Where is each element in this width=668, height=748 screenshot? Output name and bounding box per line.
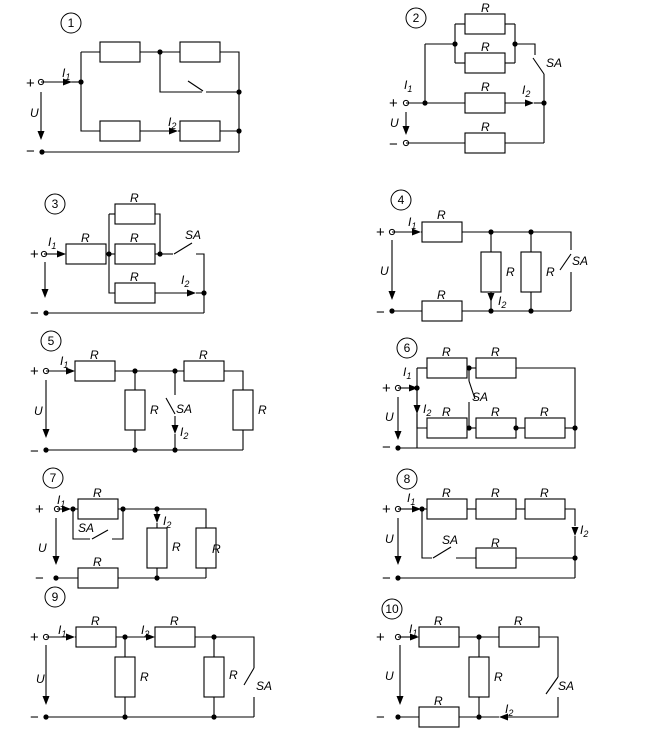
resistor <box>525 418 565 438</box>
circuit-number: 1 <box>67 16 75 30</box>
resistor-label: R <box>540 486 549 500</box>
resistor <box>78 499 118 519</box>
resistor <box>125 390 145 430</box>
current-label: $I_2$ <box>498 294 507 310</box>
arrow-head <box>66 634 75 641</box>
voltage-label: U <box>385 532 394 546</box>
resistor <box>184 361 224 381</box>
current-label: $I_2$ <box>580 523 589 539</box>
current-label: $I_1$ <box>407 491 416 507</box>
arrow-head <box>395 556 402 565</box>
resistor-label: R <box>172 540 181 554</box>
resistor <box>476 499 516 519</box>
switch-label: SA <box>472 390 489 404</box>
arrow-head <box>187 290 196 297</box>
switch-label: SA <box>176 402 193 416</box>
junction-dot <box>476 714 481 719</box>
circuit-number: 7 <box>49 471 57 485</box>
arrow-head <box>42 289 49 298</box>
resistor-label: R <box>212 542 221 556</box>
wire <box>507 697 558 717</box>
minus-sign: − <box>389 136 398 153</box>
current-label: $I_2$ <box>168 115 177 131</box>
circuit-4 <box>376 190 588 321</box>
resistor <box>419 707 459 727</box>
resistor <box>180 42 220 62</box>
junction-dot <box>132 447 137 452</box>
junction-dot <box>154 575 159 580</box>
minus-sign: − <box>26 143 35 160</box>
current-label: $I_1$ <box>62 66 71 82</box>
voltage-label: U <box>380 264 389 278</box>
current-label: $I_1$ <box>48 235 57 251</box>
current-label: $I_2$ <box>505 702 514 718</box>
resistor <box>476 418 516 438</box>
resistor <box>233 390 253 430</box>
resistor-label: R <box>93 555 102 569</box>
wire <box>539 637 558 677</box>
circuit-8 <box>382 469 588 587</box>
wire <box>462 232 571 250</box>
minus-sign: − <box>35 570 44 587</box>
resistor <box>499 627 539 647</box>
resistor <box>481 252 501 292</box>
arrow-head <box>488 293 495 302</box>
resistor-label: R <box>514 614 523 628</box>
voltage-label: U <box>390 116 399 130</box>
arrow-head <box>395 431 402 440</box>
circuit-number: 4 <box>397 193 405 207</box>
circuit-6 <box>382 338 578 456</box>
plus-sign: + <box>30 363 39 380</box>
resistor <box>66 244 106 264</box>
resistor-label: R <box>437 288 446 302</box>
current-label: $I_1$ <box>58 623 67 639</box>
circuit-2 <box>389 1 562 153</box>
junction-dot <box>466 425 471 430</box>
circuit-number: 2 <box>412 11 420 25</box>
resistor <box>476 358 516 378</box>
resistor-label: R <box>434 614 443 628</box>
resistor-label: R <box>140 670 149 684</box>
resistor-label: R <box>506 265 515 279</box>
resistor <box>469 657 489 697</box>
resistor-label: R <box>481 40 490 54</box>
resistor-label: R <box>437 208 446 222</box>
junction-dot <box>236 128 241 133</box>
resistor <box>422 222 462 242</box>
wire <box>188 81 203 91</box>
circuit-number: 6 <box>403 341 411 355</box>
resistor <box>78 568 118 588</box>
junction-dot <box>122 714 127 719</box>
current-label: $I_2$ <box>180 425 189 441</box>
resistor <box>465 53 505 73</box>
resistor <box>419 627 459 647</box>
circuit-9 <box>30 587 272 726</box>
junction-dot <box>201 290 206 295</box>
resistor <box>100 121 140 141</box>
plus-sign: + <box>30 246 39 263</box>
circuit-number: 8 <box>403 472 411 486</box>
resistor-label: R <box>91 614 100 628</box>
junction-dot <box>211 714 216 719</box>
minus-sign: − <box>382 439 391 456</box>
minus-sign: − <box>382 570 391 587</box>
current-label: $I_2$ <box>163 514 172 530</box>
resistor-label: R <box>491 486 500 500</box>
resistor <box>115 244 155 264</box>
wire <box>174 243 192 254</box>
circuit-number: 5 <box>47 334 55 348</box>
wire <box>196 254 204 313</box>
voltage-label: U <box>30 106 39 120</box>
resistor-label: R <box>150 403 159 417</box>
current-label: $I_1$ <box>403 365 412 381</box>
circuit-10 <box>376 599 574 727</box>
plus-sign: + <box>389 95 398 112</box>
voltage-label: U <box>385 669 394 683</box>
arrow-head <box>38 131 45 140</box>
plus-sign: + <box>30 629 39 646</box>
resistor-label: R <box>481 120 490 134</box>
wire <box>220 52 239 152</box>
wire <box>166 398 175 414</box>
resistor <box>147 528 167 568</box>
resistor-label: R <box>199 348 208 362</box>
circuit-number: 10 <box>385 602 399 616</box>
voltage-label: U <box>38 541 47 555</box>
resistor-label: R <box>434 694 443 708</box>
current-label: $I_1$ <box>408 215 417 231</box>
switch-label: SA <box>558 679 575 693</box>
switch-label: SA <box>78 521 95 535</box>
wire <box>433 547 451 558</box>
voltage-label: U <box>385 410 394 424</box>
resistor-label: R <box>130 270 139 284</box>
wire <box>533 58 544 74</box>
resistor-label: R <box>494 670 503 684</box>
resistor <box>115 204 155 224</box>
arrow-head <box>43 696 50 705</box>
current-label: $I_1$ <box>60 354 69 370</box>
resistor-label: R <box>481 80 490 94</box>
wire <box>515 44 535 55</box>
circuit-number: 3 <box>51 197 59 211</box>
junction-dot <box>236 89 241 94</box>
resistor <box>115 657 135 697</box>
plus-sign: + <box>35 501 44 518</box>
resistor-label: R <box>258 403 267 417</box>
arrow-head <box>525 100 534 107</box>
resistor <box>204 657 224 697</box>
switch-label: SA <box>546 56 563 70</box>
resistor <box>422 301 462 321</box>
plus-sign: + <box>376 629 385 646</box>
resistor-label: R <box>481 1 490 15</box>
resistor-label: R <box>546 265 555 279</box>
resistor <box>525 499 565 519</box>
current-label: $I_2$ <box>141 623 150 639</box>
resistor-label: R <box>130 191 139 205</box>
minus-sign: − <box>376 304 385 321</box>
wire <box>81 52 100 131</box>
resistor <box>465 14 505 34</box>
resistor <box>465 93 505 113</box>
resistor-label: R <box>130 231 139 245</box>
minus-sign: − <box>30 305 39 322</box>
resistor-label: R <box>491 536 500 550</box>
resistor-label: R <box>93 486 102 500</box>
circuit-5 <box>30 331 267 460</box>
voltage-label: U <box>34 404 43 418</box>
voltage-label: U <box>36 672 45 686</box>
resistor-label: R <box>442 405 451 419</box>
resistor <box>76 627 116 647</box>
resistor-label: R <box>90 348 99 362</box>
resistor-label: R <box>170 614 179 628</box>
junction-dot <box>172 447 177 452</box>
minus-sign: − <box>30 709 39 726</box>
junction-dot <box>488 308 493 313</box>
wire <box>155 214 160 254</box>
resistor-label: R <box>81 231 90 245</box>
switch-label: SA <box>442 533 459 547</box>
junction-dot <box>528 308 533 313</box>
arrow-head <box>172 425 179 434</box>
minus-sign: − <box>376 709 385 726</box>
circuit-number: 9 <box>51 590 59 604</box>
resistor <box>75 361 115 381</box>
resistor <box>100 42 140 62</box>
wire <box>546 677 558 694</box>
resistor <box>180 121 220 141</box>
resistor-label: R <box>491 345 500 359</box>
plus-sign: + <box>382 380 391 397</box>
arrow-head <box>53 556 60 565</box>
junction-dot <box>513 425 518 430</box>
circuit-3 <box>30 191 207 322</box>
arrow-head <box>43 429 50 438</box>
wire <box>244 668 254 685</box>
arrow-head <box>414 405 421 414</box>
resistor <box>521 252 541 292</box>
resistor <box>155 627 195 647</box>
resistor <box>427 499 467 519</box>
arrow-head <box>57 251 66 258</box>
wire <box>560 254 571 270</box>
plus-sign: + <box>382 501 391 518</box>
switch-label: SA <box>256 679 273 693</box>
resistor-label: R <box>491 405 500 419</box>
circuit-1 <box>26 13 242 160</box>
resistor <box>476 548 516 568</box>
resistor-label: R <box>229 668 238 682</box>
resistor-label: R <box>442 345 451 359</box>
current-label: $I_2$ <box>522 83 531 99</box>
minus-sign: − <box>30 443 39 460</box>
resistor <box>427 358 467 378</box>
switch-label: SA <box>185 228 202 242</box>
wire <box>92 530 108 539</box>
circuit-7 <box>35 468 221 588</box>
wire <box>224 371 243 390</box>
junction-dot <box>572 555 577 560</box>
resistor <box>465 133 505 153</box>
current-label: $I_1$ <box>409 622 418 638</box>
current-label: $I_1$ <box>404 78 413 94</box>
wire <box>565 509 575 526</box>
wire <box>118 509 206 528</box>
plus-sign: + <box>376 224 385 241</box>
arrow-head <box>572 527 579 536</box>
arrow-head <box>397 696 404 705</box>
current-label: $I_1$ <box>57 493 66 509</box>
resistor <box>115 283 155 303</box>
arrow-head <box>403 126 410 135</box>
arrow-head <box>154 514 161 523</box>
resistor-label: R <box>442 486 451 500</box>
resistor <box>427 418 467 438</box>
plus-sign: + <box>26 75 35 92</box>
current-label: $I_2$ <box>181 273 190 289</box>
switch-label: SA <box>572 254 589 268</box>
arrow-head <box>389 291 396 300</box>
current-label: $I_2$ <box>423 402 432 418</box>
resistor-label: R <box>540 405 549 419</box>
